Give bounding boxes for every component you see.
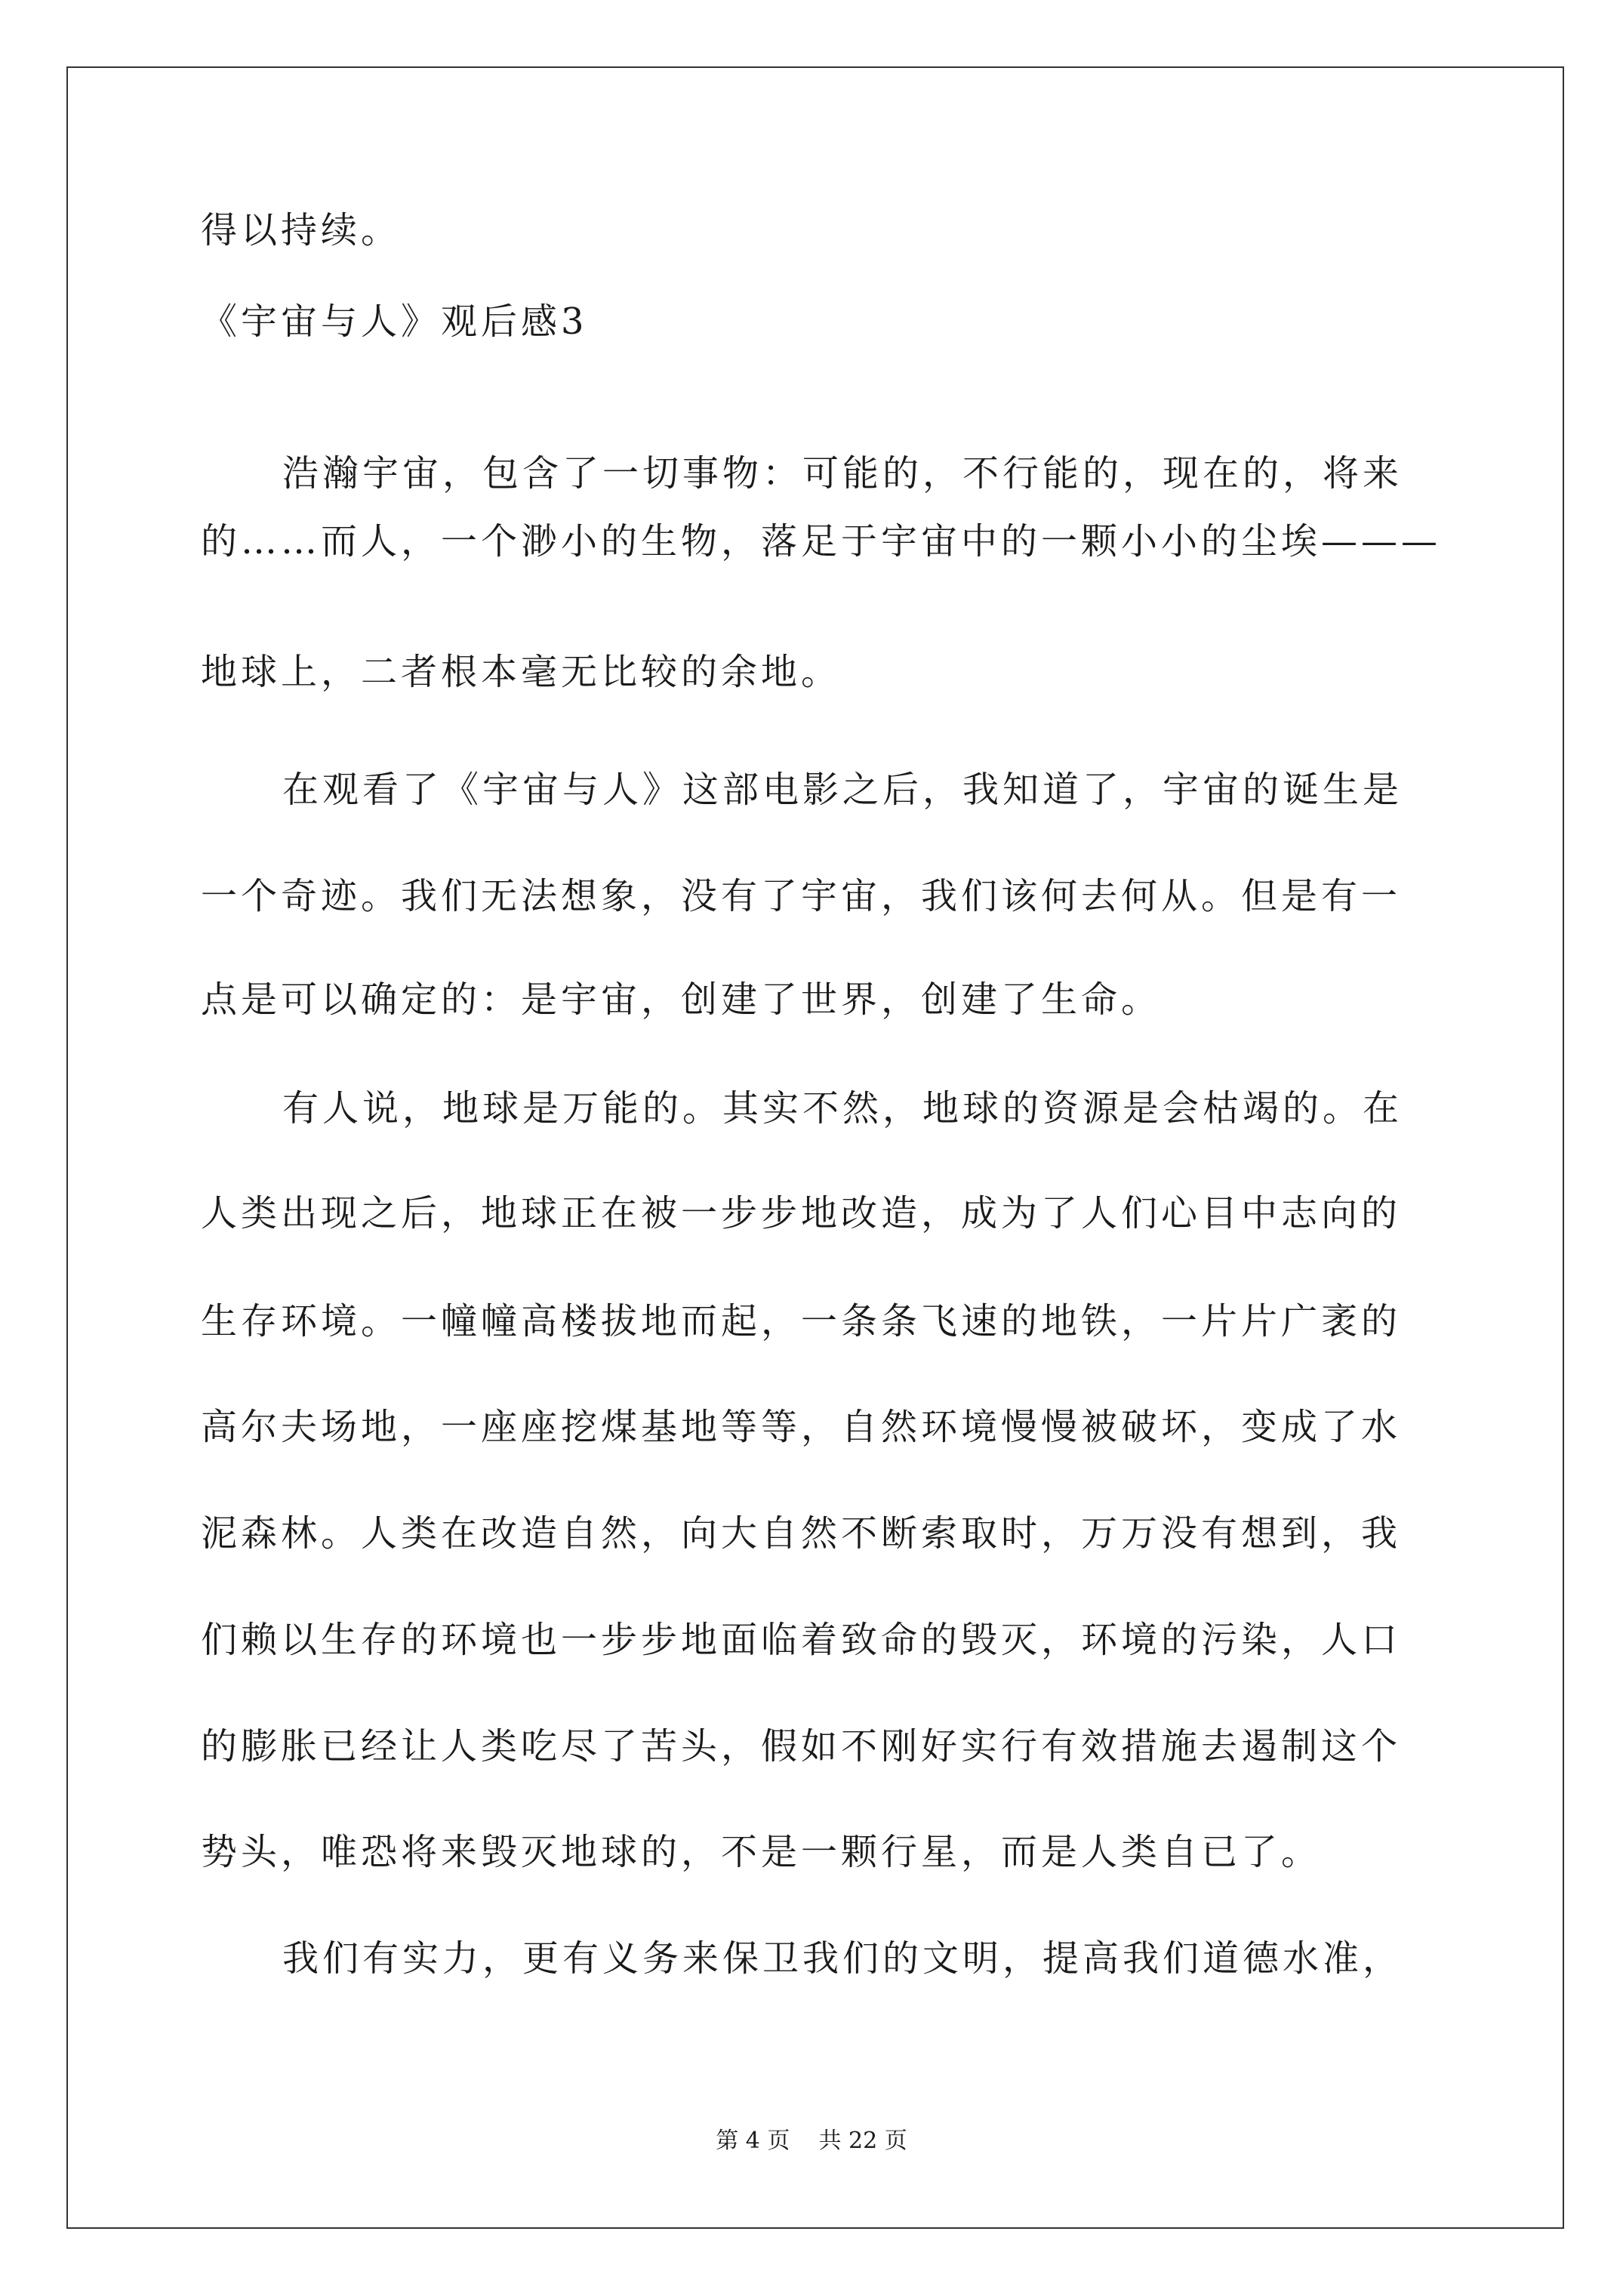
- text-line: 的膨胀已经让人类吃尽了苦头，假如不刚好实行有效措施去遏制这个: [201, 1725, 1402, 1767]
- text-line: 一个奇迹。我们无法想象，没有了宇宙，我们该何去何从。但是有一: [201, 875, 1402, 917]
- text-line: 泥森林。人类在改造自然，向大自然不断索取时，万万没有想到，我: [201, 1512, 1402, 1555]
- text-line: 得以持续。: [201, 209, 402, 251]
- text-line: 人类出现之后，地球正在被一步步地改造，成为了人们心目中志向的: [201, 1192, 1402, 1234]
- text-line: 生存环境。一幢幢高楼拔地而起，一条条飞速的地铁，一片片广袤的: [201, 1300, 1402, 1342]
- text-line: 高尔夫场地，一座座挖煤基地等等，自然环境慢慢被破坏，变成了水: [201, 1406, 1402, 1448]
- section-title: 《宇宙与人》观后感3: [201, 300, 588, 343]
- page-number: 第 4 页 共 22 页: [716, 2128, 907, 2154]
- text-line: 点是可以确定的：是宇宙，创建了世界，创建了生命。: [201, 978, 1162, 1021]
- text-line: 浩瀚宇宙，包含了一切事物：可能的，不行能的，现在的，将来: [282, 452, 1403, 495]
- page-border: [66, 66, 1564, 2229]
- text-line: 们赖以生存的环境也一步步地面临着致命的毁灭，环境的污染，人口: [201, 1619, 1402, 1661]
- text-line: 地球上，二者根本毫无比较的余地。: [201, 651, 842, 693]
- text-line: 势头，唯恐将来毁灭地球的，不是一颗行星，而是人类自已了。: [201, 1831, 1322, 1873]
- text-line: 在观看了《宇宙与人》这部电影之后，我知道了，宇宙的诞生是: [282, 769, 1403, 811]
- text-line: 有人说，地球是万能的。其实不然，地球的资源是会枯竭的。在: [282, 1087, 1403, 1130]
- text-line: 我们有实力，更有义务来保卫我们的文明，提高我们道德水准，: [282, 1937, 1403, 1980]
- text-line: 的……而人，一个渺小的生物，落足于宇宙中的一颗小小的尘埃———: [201, 520, 1442, 562]
